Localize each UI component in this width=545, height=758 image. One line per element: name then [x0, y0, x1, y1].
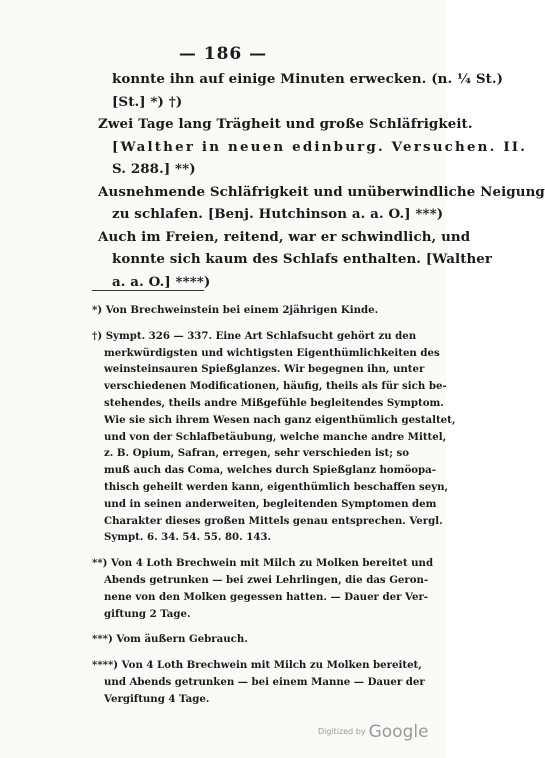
- main-line: zu schlafen. [Benj. Hutchinson a. a. O.] ***): [112, 206, 444, 222]
- footnote-line: und von der Schlafbetäubung, welche manche andre Mittel,: [104, 430, 447, 443]
- main-line: Auch im Freien, reitend, war er schwindlich, und: [98, 228, 471, 245]
- main-line: [Walther in neuen edinburg. Versuchen. II.: [112, 138, 528, 155]
- footnote-line: weinsteinsauren Spießglanzes. Wir begegnen ihn, unter: [104, 363, 425, 376]
- page-number: — 186 —: [178, 44, 268, 64]
- main-line: Zwei Tage lang Trägheit und große Schläfrigkeit.: [98, 116, 473, 132]
- footnote-line: giftung 2 Tage.: [104, 607, 191, 620]
- google-logo-text: Google: [368, 722, 429, 742]
- footnote-divider: [92, 290, 204, 291]
- watermark-prefix: Digitized by: [318, 727, 366, 736]
- footnote-line: und Abends getrunken — bei einem Manne — Dauer der: [104, 675, 425, 688]
- footnote-line: †) Sympt. 326 — 337. Eine Art Schlafsucht gehört zu den: [92, 329, 417, 342]
- main-line: konnte ihn auf einige Minuten erwecken. (n. ¼ St.): [112, 71, 504, 87]
- footnote-line: Charakter dieses großen Mittels genau entsprechen. Vergl.: [104, 514, 443, 527]
- footnote-line: muß auch das Coma, welches durch Spießglanz homöopa-: [104, 464, 436, 477]
- footnote-line: verschiedenen Modificationen, häufig, theils als für sich be-: [104, 380, 447, 393]
- footnote-line: thisch geheilt werden kann, eigenthümlich beschaffen seyn,: [104, 480, 449, 493]
- footnote-line: Sympt. 6. 34. 54. 55. 80. 143.: [104, 531, 272, 544]
- footnote-line: nene von den Molken gegessen hatten. — Dauer der Ver-: [104, 590, 429, 603]
- main-text: [98, 68, 545, 293]
- main-line: a. a. O.] ****): [112, 273, 211, 290]
- main-line: [St.] *) †): [112, 93, 183, 110]
- digitized-by-google-watermark: [318, 722, 429, 742]
- footnote-line: Abends getrunken — bei zwei Lehrlingen, die das Geron-: [104, 573, 429, 586]
- footnote-line: stehendes, theils andre Mißgefühle begleitendes Symptom.: [104, 396, 444, 409]
- footnote-line: ****) Von 4 Loth Brechwein mit Milch zu Molken bereitet,: [92, 659, 422, 672]
- footnote-line: **) Von 4 Loth Brechwein mit Milch zu Molken bereitet und: [92, 557, 434, 570]
- footnote-line: merkwürdigsten und wichtigsten Eigenthümlichkeiten des: [104, 346, 440, 359]
- footnote-line: ***) Vom äußern Gebrauch.: [92, 633, 248, 646]
- main-line: Ausnehmende Schläfrigkeit und unüberwindliche Neigung: [98, 183, 545, 200]
- footnote-line: z. B. Opium, Safran, erregen, sehr verschieden ist; so: [104, 447, 410, 460]
- footnote-line: Wie sie sich ihrem Wesen nach ganz eigenthümlich gestaltet,: [104, 413, 456, 426]
- footnote-line: Vergiftung 4 Tage.: [104, 692, 210, 705]
- footnote-line: *) Von Brechweinstein bei einem 2jährigen Kinde.: [92, 304, 379, 316]
- footnotes: [92, 302, 456, 708]
- main-line: konnte sich kaum des Schlafs enthalten. [Walther: [112, 251, 493, 267]
- footnote-line: und in seinen anderweiten, begleitenden Symptomen dem: [104, 497, 437, 510]
- main-line: S. 288.] **): [112, 161, 196, 177]
